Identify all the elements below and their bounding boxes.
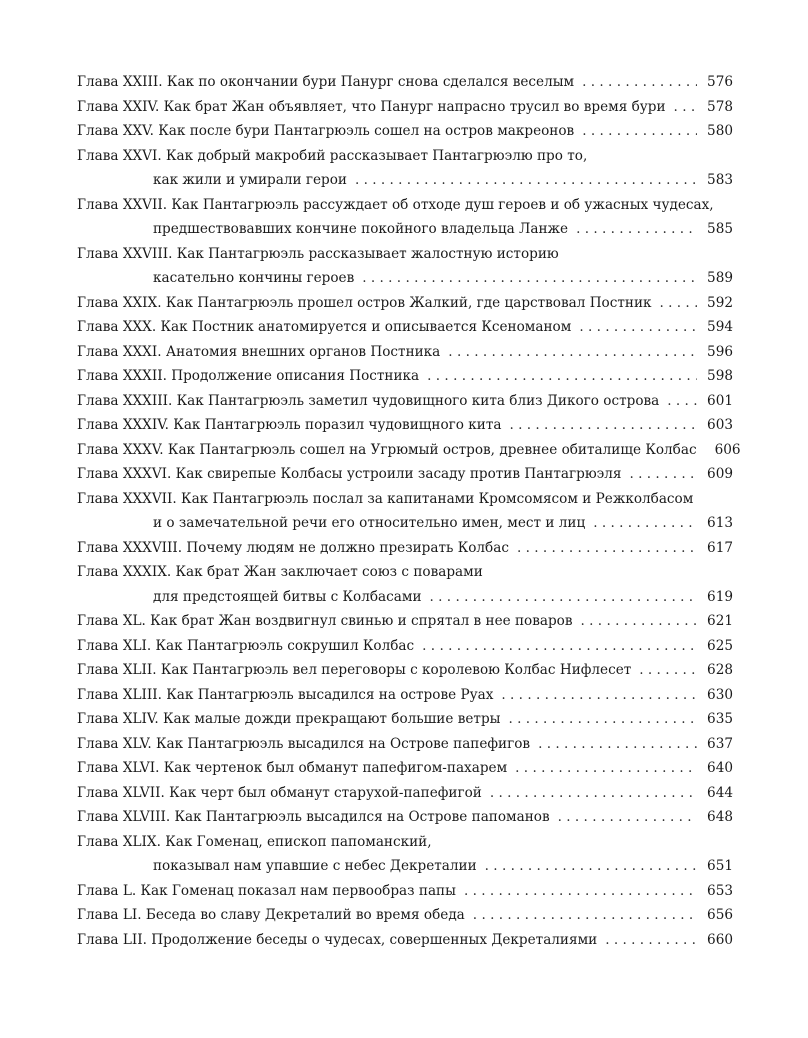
toc-entry-text: Глава XXXV. Как Пантагрюэль сошел на Угрюмый остров, древнее обиталище Колбас	[77, 441, 697, 458]
dot-leader	[517, 536, 697, 561]
toc-entry	[77, 364, 733, 389]
toc-entry-text: Глава LI. Беседа во славу Декреталий во время обеда	[77, 907, 465, 923]
toc-entry-title-line	[77, 756, 733, 781]
toc-entry-text: Глава XXVII. Как Пантагрюэль рассуждает об отходе душ героев и об ужасных чудесах,	[77, 196, 714, 213]
dot-leader	[538, 732, 697, 757]
toc-entry	[77, 144, 733, 193]
page-number: 592	[707, 294, 733, 311]
dot-leader	[464, 879, 697, 904]
page-number: 619	[707, 588, 733, 605]
toc-entry-title-line	[77, 609, 733, 634]
toc-entry	[77, 70, 733, 95]
toc-entry-text: Глава XL. Как брат Жан воздвигнул свинью и спрятал в нее поваров	[77, 613, 573, 629]
dot-leader	[581, 609, 697, 634]
toc-entry-text: Глава XLIII. Как Пантагрюэль высадился на острове Руах	[77, 686, 494, 703]
toc-entry-continuation-line	[77, 168, 733, 193]
toc-entry-text: Глава XLVII. Как черт был обманут старухой-папефигой	[77, 784, 482, 801]
toc-entry-title-line	[77, 291, 733, 316]
dot-leader	[639, 658, 697, 683]
page-number: 637	[707, 735, 733, 752]
toc-entry	[77, 903, 733, 928]
toc-entry-text: Глава XXIX. Как Пантагрюэль прошел остров Жалкий, где царствовал Постник	[77, 294, 652, 311]
toc-entry-text: Глава XLIV. Как малые дожди прекращают большие ветры	[77, 711, 501, 727]
dot-leader	[362, 266, 697, 291]
toc-entry	[77, 389, 733, 414]
dot-leader	[582, 119, 697, 144]
toc-entry-title-line	[77, 438, 741, 463]
toc-entry	[77, 781, 733, 806]
page-number: 598	[707, 368, 733, 384]
dot-leader	[579, 315, 697, 340]
toc-entry-text: Глава XLII. Как Пантагрюэль вел переговоры с королевою Колбас Нифлесет	[77, 662, 632, 678]
toc-entry-text: Глава XLVI. Как чертенок был обманут папефигом-пахарем	[77, 760, 508, 776]
toc-entry-title-line	[77, 658, 733, 683]
toc-entry-title-line	[77, 364, 733, 389]
toc-entry-title-line	[77, 193, 733, 218]
toc-entry-text: Глава XLVIII. Как Пантагрюэль высадился на Острове папоманов	[77, 809, 550, 825]
toc-entry	[77, 634, 733, 659]
toc-entry-text: Глава XXX. Как Постник анатомируется и описывается Ксеноманом	[77, 319, 572, 335]
dot-leader	[430, 585, 697, 610]
page-number: 583	[707, 172, 733, 188]
toc-entry-text: для предстоящей битвы с Колбасами	[153, 588, 422, 605]
toc-entry-title-line	[77, 879, 733, 904]
page-number: 613	[707, 515, 733, 531]
toc-entry-text: Глава XXVIII. Как Пантагрюэль рассказывает жалостную историю	[77, 245, 559, 262]
toc-entry	[77, 928, 733, 953]
toc-entry	[77, 340, 733, 365]
toc-entry-title-line	[77, 413, 733, 438]
toc-entry	[77, 119, 733, 144]
toc-entry	[77, 732, 733, 757]
page-number: 628	[707, 662, 733, 678]
page-number: 603	[707, 417, 733, 433]
toc-entry-text: касательно кончины героев	[153, 270, 355, 286]
dot-leader	[501, 683, 697, 708]
page-number: 630	[707, 686, 733, 703]
toc-entry-title-line	[77, 560, 733, 585]
dot-leader	[674, 95, 697, 120]
page-number: 601	[707, 392, 733, 409]
dot-leader	[558, 805, 697, 830]
toc-entry	[77, 658, 733, 683]
table-of-contents	[77, 70, 741, 952]
dot-leader	[509, 413, 697, 438]
toc-entry-title-line	[77, 340, 733, 365]
page-number: 651	[707, 858, 733, 874]
page-number: 621	[707, 613, 733, 629]
toc-entry-title-line	[77, 70, 733, 95]
page-number: 640	[707, 760, 733, 776]
page-number: 660	[707, 931, 733, 948]
dot-leader	[485, 854, 697, 879]
toc-entry-text: Глава XXXIX. Как брат Жан заключает союз с поварами	[77, 564, 483, 580]
toc-entry-title-line	[77, 119, 733, 144]
toc-entry-title-line	[77, 462, 733, 487]
dot-leader	[515, 756, 697, 781]
toc-entry	[77, 242, 733, 291]
toc-entry-text: Глава XXVI. Как добрый макробий рассказывает Пантагрюэлю про то,	[77, 147, 588, 164]
page-number: 576	[707, 74, 733, 90]
dot-leader	[629, 462, 697, 487]
dot-leader	[490, 781, 697, 806]
page-number: 594	[707, 319, 733, 335]
dot-leader	[422, 634, 697, 659]
toc-entry	[77, 193, 733, 242]
page-number: 596	[707, 343, 733, 360]
toc-entry-title-line	[77, 95, 733, 120]
toc-entry	[77, 879, 733, 904]
toc-entry-title-line	[77, 242, 733, 267]
toc-entry-continuation-line	[77, 217, 733, 242]
toc-entry-text: Глава XXXVII. Как Пантагрюэль послал за капитанами Кромсомясом и Режколбасом	[77, 490, 694, 507]
toc-entry-title-line	[77, 634, 733, 659]
toc-entry	[77, 683, 733, 708]
toc-entry	[77, 756, 733, 781]
toc-entry	[77, 413, 733, 438]
page-number: 578	[707, 98, 733, 115]
dot-leader	[473, 903, 697, 928]
toc-entry-title-line	[77, 903, 733, 928]
toc-entry	[77, 536, 733, 561]
page-number: 635	[707, 711, 733, 727]
toc-entry-title-line	[77, 536, 733, 561]
toc-entry-title-line	[77, 389, 733, 414]
page-number: 609	[707, 466, 733, 482]
toc-entry-text: Глава XXIII. Как по окончании бури Панург снова сделался веселым	[77, 74, 575, 90]
toc-entry	[77, 291, 733, 316]
toc-entry-text: Глава XXXIV. Как Пантагрюэль поразил чудовищного кита	[77, 417, 502, 433]
toc-entry-title-line	[77, 805, 733, 830]
toc-entry-continuation-line	[77, 585, 733, 610]
dot-leader	[582, 70, 697, 95]
toc-entry-text: Глава XLI. Как Пантагрюэль сокрушил Колбас	[77, 637, 415, 654]
toc-entry-text: Глава XXXVIII. Почему людям не должно презирать Колбас	[77, 539, 509, 556]
toc-entry-text: как жили и умирали герои	[153, 172, 347, 188]
toc-entry-continuation-line	[77, 854, 733, 879]
toc-entry-text: показывал нам упавшие с небес Декреталии	[153, 858, 477, 874]
page-number: 589	[707, 270, 733, 286]
dot-leader	[667, 389, 697, 414]
dot-leader	[605, 928, 697, 953]
toc-entry-text: Глава XXV. Как после бури Пантагрюэль сошел на остров макреонов	[77, 123, 575, 139]
toc-entry-continuation-line	[77, 511, 733, 536]
dot-leader	[660, 291, 698, 316]
toc-entry-title-line	[77, 707, 733, 732]
toc-entry-text: Глава LII. Продолжение беседы о чудесах, совершенных Декреталиями	[77, 931, 598, 948]
toc-entry-title-line	[77, 487, 733, 512]
toc-entry	[77, 560, 733, 609]
dot-leader	[508, 707, 697, 732]
toc-entry-title-line	[77, 830, 733, 855]
page-number: 625	[707, 637, 733, 654]
page-number: 648	[707, 809, 733, 825]
toc-entry-text: Глава L. Как Гоменац показал нам первообраз папы	[77, 882, 456, 899]
toc-entry	[77, 707, 733, 732]
dot-leader	[593, 511, 697, 536]
toc-entry-title-line	[77, 781, 733, 806]
toc-entry-text: Глава XXXII. Продолжение описания Постника	[77, 368, 420, 384]
toc-entry-text: и о замечательной речи его относительно имен, мест и лиц	[153, 515, 586, 531]
toc-entry	[77, 830, 733, 879]
toc-entry	[77, 805, 733, 830]
page-number: 580	[707, 123, 733, 139]
toc-entry	[77, 438, 741, 463]
toc-entry-title-line	[77, 928, 733, 953]
toc-entry	[77, 315, 733, 340]
toc-entry-text: Глава XXXI. Анатомия внешних органов Постника	[77, 343, 441, 360]
toc-entry-text: Глава XXXIII. Как Пантагрюэль заметил чудовищного кита близ Дикого острова	[77, 392, 660, 409]
toc-entry-title-line	[77, 315, 733, 340]
page-number: 653	[707, 882, 733, 899]
toc-entry-title-line	[77, 683, 733, 708]
page-number: 617	[707, 539, 733, 556]
toc-entry-text: Глава XLV. Как Пантагрюэль высадился на Острове папефигов	[77, 735, 531, 752]
toc-entry-continuation-line	[77, 266, 733, 291]
page-number: 606	[714, 441, 741, 458]
page-number: 644	[707, 784, 733, 801]
toc-entry	[77, 95, 733, 120]
toc-entry	[77, 609, 733, 634]
toc-entry-text: Глава XXXVI. Как свирепые Колбасы устроили засаду против Пантагрюэля	[77, 466, 622, 482]
toc-entry-text: Глава XLIX. Как Гоменац, епископ папоманский,	[77, 833, 432, 850]
page-number: 656	[707, 907, 733, 923]
toc-entry-text: Глава XXIV. Как брат Жан объявляет, что Панург напрасно трусил во время бури	[77, 98, 666, 115]
dot-leader	[448, 340, 697, 365]
toc-entry	[77, 462, 733, 487]
toc-entry-title-line	[77, 144, 733, 169]
dot-leader	[355, 168, 697, 193]
dot-leader	[576, 217, 697, 242]
toc-entry-title-line	[77, 732, 733, 757]
toc-entry	[77, 487, 733, 536]
page-number: 585	[707, 221, 733, 237]
dot-leader	[427, 364, 697, 389]
toc-entry-text: предшествовавших кончине покойного владельца Ланже	[153, 221, 569, 237]
